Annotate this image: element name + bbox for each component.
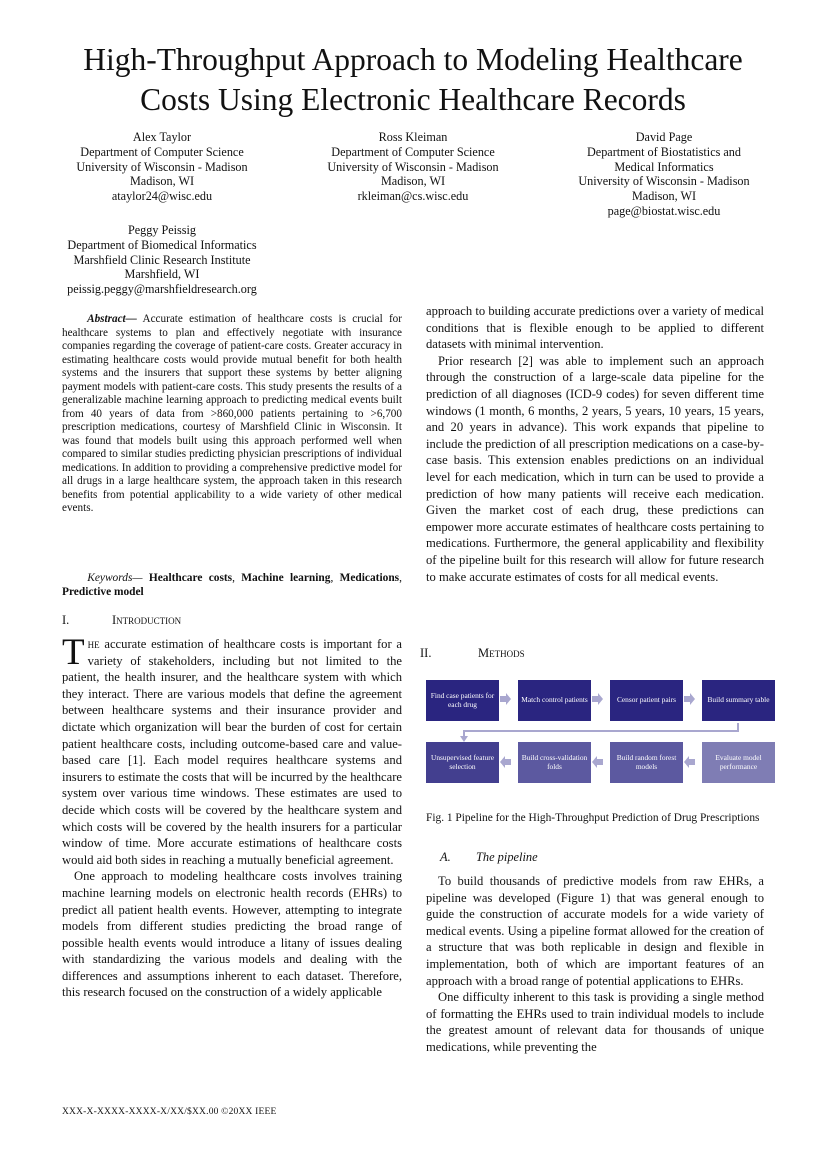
keywords	[62, 571, 402, 599]
author-affiliation: Marshfield, WI	[124, 267, 200, 282]
pipeline-step-8: Evaluate model performance	[702, 742, 775, 783]
author-block-peissig	[62, 223, 262, 297]
title-line-1: High-Throughput Approach to Modeling Healthcare	[83, 42, 743, 77]
pipeline-step-1: Find case patients for each drug	[426, 680, 499, 721]
author-block-kleiman	[313, 130, 513, 204]
section-number: I.	[62, 613, 70, 627]
author-affiliation: Department of Computer Science	[331, 144, 495, 159]
keyword-separator: ,	[330, 572, 340, 584]
pipeline-step-2: Match control patients	[518, 680, 591, 721]
arrow-left	[592, 756, 603, 768]
section-title: Introduction	[112, 613, 182, 627]
section-title: Methods	[478, 646, 525, 660]
author-affiliation: Medical Informatics	[614, 159, 714, 174]
arrow-right	[592, 693, 603, 705]
author-name: Peggy Peissig	[127, 223, 197, 237]
pipeline-step-3: Censor patient pairs	[610, 680, 683, 721]
pipeline-figure	[426, 680, 776, 790]
author-email: rkleiman@cs.wisc.edu	[357, 189, 469, 204]
keywords-label: Keywords—	[87, 572, 143, 584]
keyword-separator: ,	[232, 572, 242, 584]
subsection-heading-pipeline	[440, 850, 538, 865]
keyword: Predictive model	[62, 586, 144, 598]
keyword: Healthcare costs	[148, 572, 233, 584]
keyword: Machine learning	[241, 572, 331, 584]
intro-continued-text	[426, 303, 764, 585]
abstract	[62, 313, 402, 516]
author-affiliation: Department of Computer Science	[80, 144, 244, 159]
arrow-right	[684, 693, 695, 705]
intro-paragraph-1-text: accurate estimation of healthcare costs is important for a variety of stakeholders, including but not limited to the patient, the health insurer, and the healthcare system with which they interact. There are various models that define the agreement between healthcare systems and their insurance provider and dictate which organization will bear the burden of cost for certain patient healthcare costs, including outcome-based care and value-based care [1]. Each model requires healthcare systems and insurers to estimate the costs that will be incurred by the healthcare system over various time windows. These estimates are used to decide which costs will be covered by the healthcare system and which costs will be covered by the health insurers for a particular window of time. More accurate estimations of healthcare costs would aid both sides in reaching a mutually beneficial agreement.	[62, 637, 402, 867]
keyword-separator: ,	[399, 572, 402, 584]
author-name: Alex Taylor	[132, 130, 192, 144]
author-affiliation: University of Wisconsin - Madison	[327, 159, 499, 174]
author-email: peissig.peggy@marshfieldresearch.org	[67, 282, 257, 297]
subsection-title: The pipeline	[476, 850, 538, 864]
section-heading-introduction	[62, 613, 182, 628]
author-name: David Page	[635, 130, 693, 144]
author-block-taylor	[62, 130, 262, 204]
pipeline-paragraph-1: To build thousands of predictive models from raw EHRs, a pipeline was developed (Figure 1) that was general enough to guide the construction of accurate models for a wide variety of medical events. Using a pipeline format allowed for the creation of a structure that was both replicable in design and flexible in implementation, both of which are important features of an approach with a broad range of potential applications to EHRs.	[426, 874, 764, 988]
intro-paragraph-3: approach to building accurate predictions over a variety of medical conditions that is flexible enough to be applied to different datasets with minimal intervention.	[426, 304, 764, 352]
author-block-page	[564, 130, 764, 219]
pipeline-paragraph-2: One difficulty inherent to this task is providing a single method of formatting the EHRs used to train individual models to include the greatest amount of relevant data for thousands of unique medications, while preventing the	[426, 990, 764, 1054]
author-affiliation: University of Wisconsin - Madison	[578, 174, 750, 189]
pipeline-step-6: Build cross-validation folds	[518, 742, 591, 783]
paper-title	[30, 40, 796, 120]
author-affiliation: Madison, WI	[129, 174, 195, 189]
copyright-footer: XXX-X-XXXX-XXXX-X/XX/$XX.00 ©20XX IEEE	[62, 1107, 277, 1117]
pipeline-text	[426, 873, 764, 1056]
abstract-label: Abstract—	[87, 313, 137, 325]
arrow-left	[684, 756, 695, 768]
author-affiliation: Madison, WI	[380, 174, 446, 189]
intro-smallcaps: he	[87, 637, 100, 651]
intro-paragraph-4: Prior research [2] was able to implement such an approach through the construction of a large-scale data pipeline for the prediction of all diagnoses (ICD-9 codes) for seven different time windows (1 month, 6 months, 2 years, 5 years, 10 years, 15 years, and 20 years in advance). This work expands that pipeline to include the prediction of all prescription medications on a case-by-case basis. This extension enables predictions on an individual level for each medication, which in turn can be used to provide a prediction of how many patients will receive each medication. Given the market cost of each drug, these predictions can empower more accurate estimates of healthcare costs pertaining to medications. Furthermore, the general applicability and flexibility of the pipeline built for this research will allow for future research to make accurate estimates of costs for all medical events.	[426, 353, 764, 584]
author-name: Ross Kleiman	[378, 130, 448, 144]
pipeline-step-7: Build random forest models	[610, 742, 683, 783]
author-email: ataylor24@wisc.edu	[111, 189, 213, 204]
keyword: Medications	[339, 572, 400, 584]
author-email: page@biostat.wisc.edu	[607, 203, 721, 218]
author-affiliation: Department of Biostatistics and	[586, 144, 741, 159]
title-line-2: Costs Using Electronic Healthcare Records	[140, 82, 686, 117]
author-affiliation: Madison, WI	[631, 189, 697, 204]
author-affiliation: Marshfield Clinic Research Institute	[73, 252, 251, 267]
author-affiliation: Department of Biomedical Informatics	[67, 237, 257, 252]
drop-cap: T	[62, 632, 85, 673]
subsection-number: A.	[440, 850, 451, 864]
connector-line	[464, 723, 738, 738]
introduction-text	[62, 632, 402, 1001]
figure-caption: Fig. 1 Pipeline for the High-Throughput Prediction of Drug Prescriptions	[426, 812, 760, 824]
pipeline-step-4: Build summary table	[702, 680, 775, 721]
arrow-left	[500, 756, 511, 768]
section-heading-methods	[420, 646, 525, 661]
abstract-text: Accurate estimation of healthcare costs is crucial for healthcare systems to plan and effectively negotiate with insurance companies regarding the coverage of patient-care costs. Greater accuracy in estimating healthcare costs would provide mutual benefit for both health systems and the insurers that support these systems by better aligning payment models with patient-care costs. This study presents the results of a generalizable machine learning approach to predicting medical events built from 40 years of data from >860,000 patients pertaining to >6,700 prescription medications, courtesy of Marshfield Clinic in Wisconsin. It was found that models built using this approach performed well when compared to similar studies predicting physician prescriptions of individual medications. In addition to providing a comprehensive predictive model for all drugs in a large healthcare system, the approach taken in this research benefits from potential applicability to a wide variety of other medical events.	[62, 313, 403, 514]
section-number: II.	[420, 646, 432, 660]
arrow-right	[500, 693, 511, 705]
author-affiliation: University of Wisconsin - Madison	[76, 159, 248, 174]
intro-paragraph-2: One approach to modeling healthcare costs involves training machine learning models on electronic health records (EHRs) to predict all patient health events. However, attempting to integrate models from different studies predicting the broad range of possible health events would introduce a litany of issues dealing with standardizing the various models and dealing with the differences and assumptions inherent to each dataset. Therefore, this research focused on the construction of a widely applicable	[62, 869, 402, 1000]
pipeline-step-5: Unsupervised feature selection	[426, 742, 499, 783]
intro-paragraph-1	[62, 632, 402, 868]
